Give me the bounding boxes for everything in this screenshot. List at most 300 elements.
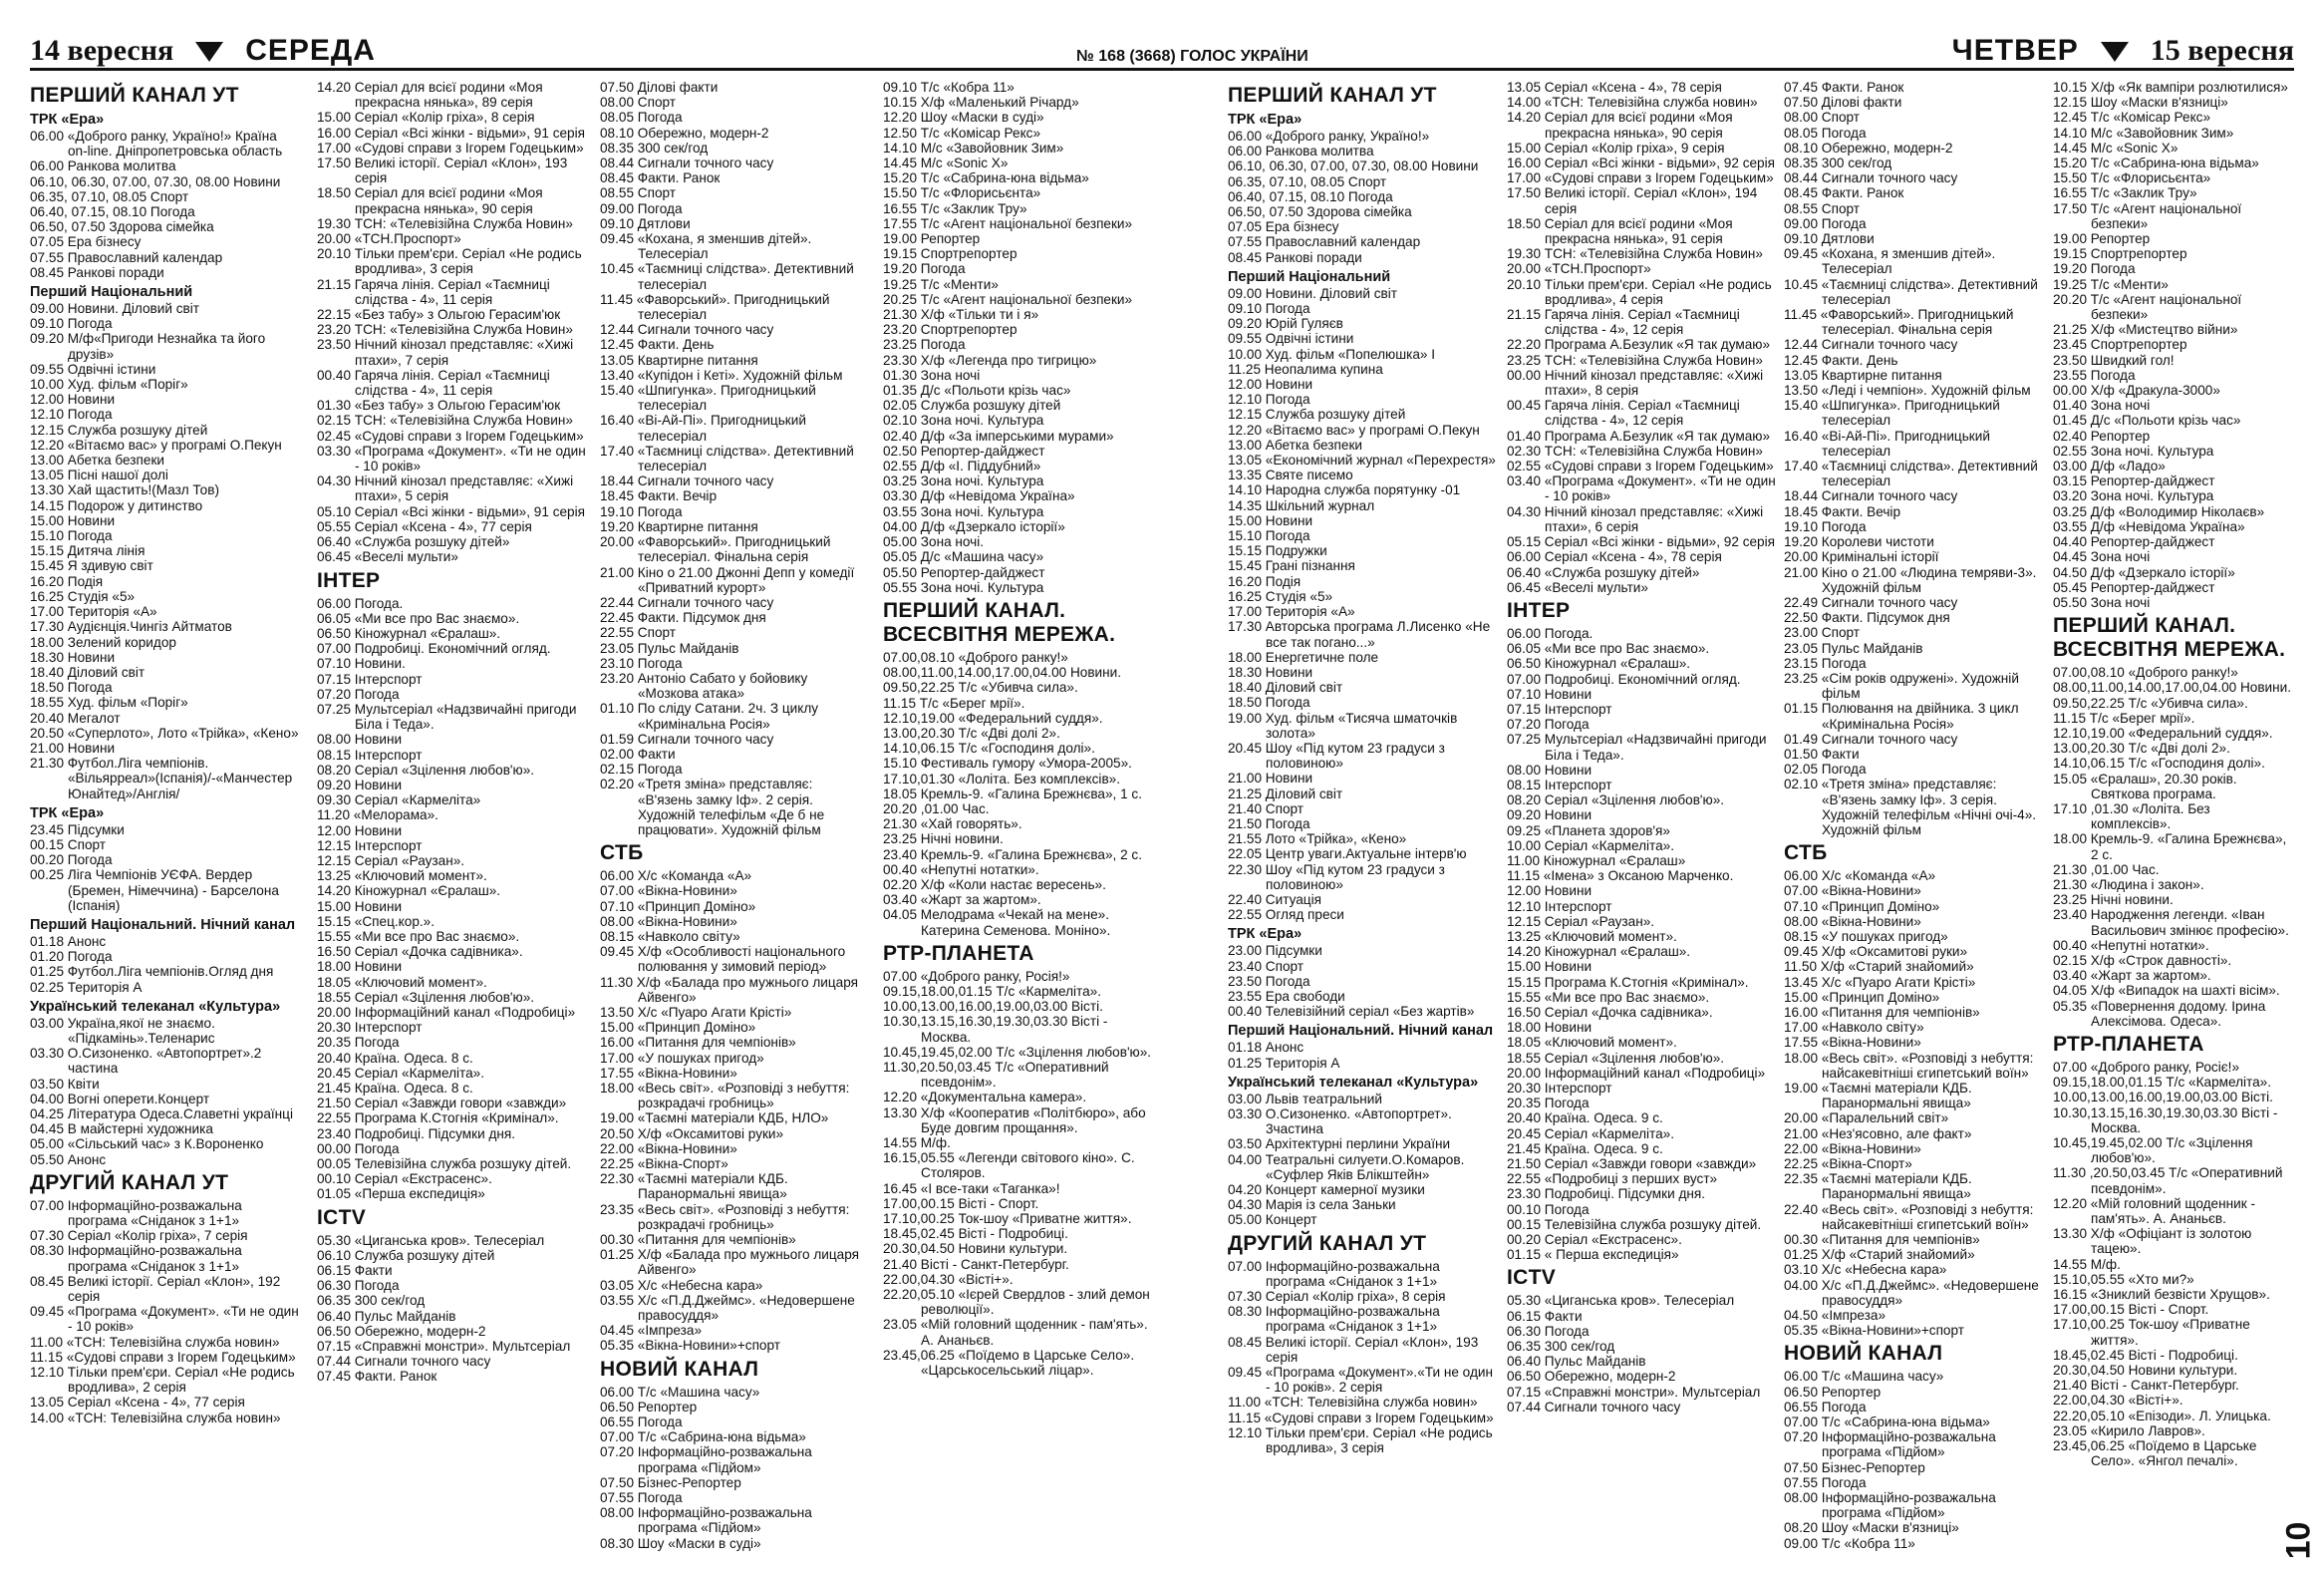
program-listing: 07.05 Ера бізнесу	[30, 234, 142, 250]
program-listing: 06.00 Ранкова молитва	[1228, 144, 1374, 159]
program-listing: 09.00 Погода	[1784, 215, 1867, 231]
program-listing: 06.00 Серіал «Ксена - 4», 78 серія	[1507, 549, 1722, 565]
program-listing: 18.55 Серіал «Зцілення любов'ю».	[1507, 1050, 1725, 1066]
program-listing: 20.00 Інформаційний канал «Подробиці»	[1507, 1065, 1766, 1081]
program-listing: 07.25 Мультсеріал «Надзвичайні пригоди Біла і Теда».	[317, 701, 577, 733]
program-listing: 12.15 Служба розшуку дітей	[30, 422, 208, 438]
program-listing: 00.30 «Питання для чемпіонів»	[600, 1232, 796, 1248]
program-listing: 02.40 Репортер	[2053, 428, 2151, 444]
program-listing: 12.15 Серіал «Раузан».	[1507, 913, 1655, 929]
program-listing: 19.00 «Таємні матеріали КДБ. Паранормальні явища»	[1784, 1081, 1972, 1111]
program-listing: 00.00 Х/ф «Дракула-3000»	[2053, 383, 2220, 399]
program-listing: 05.30 «Циганська кров». Телесеріал	[317, 1232, 545, 1248]
program-listing: 13.00 Абетка безпеки	[1228, 437, 1363, 453]
program-listing: 06.45 «Веселі мульти»	[1507, 579, 1648, 595]
program-listing: 00.00 Нічний кінозал представляє: «Хижі птахи», 8 серія	[1507, 367, 1764, 399]
program-listing: 05.35 «Вікна-Новини»+спорт	[1784, 1323, 1964, 1339]
channel-subheading: Перший Національний	[30, 284, 193, 301]
program-listing: 12.45 Факти. День	[600, 337, 715, 353]
program-listing: 15.40 «Шпигунка». Пригодницький телесеріал	[1784, 398, 2000, 429]
program-listing: 20.40 Мегалот	[30, 710, 121, 726]
program-listing: 05.45 Репортер-дайджест	[2053, 579, 2215, 595]
program-listing: 02.15 Погода	[600, 762, 683, 778]
program-listing: 11.20 «Мелорама».	[317, 807, 438, 823]
program-listing: 02.45 «Судові справи з Ігорем Годецьким»	[317, 428, 584, 444]
program-listing: 10.45 «Таємниці слідства». Детективний телесеріал	[600, 261, 854, 292]
program-listing: 01.10 По сліду Сатани. 2ч. З циклу «Кримінальна Росія»	[600, 701, 819, 732]
program-listing: 11.15 «Судові справи з Ігорем Годецьким»	[1228, 1410, 1494, 1425]
program-listing: 21.00 Кіно о 21.00 Джонні Депп у комедії «Приватний курорт»	[600, 564, 855, 595]
program-listing: 17.00,00.15 Вісті - Спорт.	[883, 1195, 1039, 1211]
program-listing: 06.00 Х/с «Команда «А»	[1784, 868, 1936, 884]
program-listing: 03.55 Зона ночі. Культура	[883, 503, 1044, 519]
program-listing: 06.05 «Ми все про Вас знаємо».	[317, 610, 520, 626]
program-listing: 06.50 Обережно, модерн-2	[317, 1323, 486, 1339]
program-listing: 02.55 «Судові справи з Ігорем Годецьким»	[1507, 459, 1774, 474]
program-listing: 18.45 Факти. Вечір	[600, 488, 718, 504]
program-listing: 03.30 О.Сизоненко. «Автопортрет». 3частина	[1228, 1105, 1452, 1137]
program-listing: 12.10 Тільки прем'єри. Серіал «Не родись вродлива», 2 серія	[30, 1365, 295, 1396]
program-listing: 06.50 Обережно, модерн-2	[1507, 1369, 1676, 1385]
program-listing: 07.55 Погода	[1784, 1474, 1867, 1490]
program-listing: 01.49 Сигнали точного часу	[1784, 731, 1958, 747]
program-listing: 04.30 Марія із села Заньки	[1228, 1197, 1396, 1213]
program-listing: 22.55 Спорт	[600, 625, 677, 641]
program-listing: 15.45 Грані пізнання	[1228, 558, 1355, 574]
program-listing: 23.05 Пульс Майданів	[600, 640, 739, 656]
program-listing: 12.10 Тільки прем'єри. Серіал «Не родись вродлива», 3 серія	[1228, 1424, 1493, 1456]
program-listing: 17.30 Аудієнція.Чингіз Айтматов	[30, 619, 232, 635]
program-listing: 02.20 «Третя зміна» представляє: «В'язень замку Іф». 2 серія. Художній телефільм «Де б не працювати». Художній фільм	[600, 777, 825, 837]
program-listing: 16.00 Серіал «Всі жінки - відьми», 92 серія	[1507, 156, 1775, 171]
program-listing: 18.50 Погода	[30, 680, 113, 696]
program-listing: 10.45,19.45,02.00 Т/с «Зцілення любов'ю».	[2053, 1135, 2253, 1166]
channel-heading: НОВИЙ КАНАЛ	[600, 1357, 759, 1381]
program-listing: 16.55 Т/с «Заклик Тру»	[2053, 185, 2197, 201]
program-listing: 17.10,01.30 «Лоліта. Без комплексів».	[883, 771, 1120, 786]
program-listing: 07.00 Інформаційно-розважальна програма «Сніданок з 1+1»	[30, 1197, 242, 1228]
program-listing: 21.00 Новини	[1228, 771, 1313, 786]
program-listing: 05.35 «Вікна-Новини»+спорт	[600, 1338, 780, 1354]
program-listing: 18.45,02.45 Вісті - Подробиці.	[883, 1226, 1068, 1242]
program-listing: 17.00 «Судові справи з Ігорем Годецьким»	[1507, 170, 1774, 186]
program-listing: 01.18 Анонс	[1228, 1040, 1305, 1056]
program-listing: 06.50 Кіножурнал «Єралаш».	[1507, 656, 1691, 672]
channel-heading: ПЕРШИЙ КАНАЛ. ВСЕСВІТНЯ МЕРЕЖА.	[883, 598, 1116, 646]
program-listing: 02.15 Х/ф «Строк давності».	[2053, 952, 2232, 968]
program-listing: 08.00 Новини	[1507, 762, 1593, 778]
program-listing: 02.05 Служба розшуку дітей	[883, 398, 1061, 414]
program-listing: 07.44 Сигнали точного часу	[317, 1354, 491, 1370]
program-listing: 00.05 Телевізійна служба розшуку дітей.	[317, 1156, 572, 1172]
program-listing: 18.40 Діловий світ	[1228, 680, 1343, 696]
program-listing: 08.00,11.00,14.00,17.00,04.00 Новини.	[2053, 680, 2292, 696]
program-listing: 04.50 «Імпреза»	[1784, 1308, 1887, 1324]
program-listing: 18.00 «Весь світ». «Розповіді з небуття: найсакевітніші єгипетський воїн»	[1784, 1050, 2034, 1081]
program-listing: 03.10 Х/с «Небесна кара»	[1784, 1262, 1947, 1278]
program-listing: 21.30 Футбол.Ліга чемпіонів. «Вільярреал»(Іспанія)/-«Манчестер Юнайтед»/Англія/	[30, 756, 293, 801]
program-listing: 08.10 Обережно, модерн-2	[600, 125, 769, 141]
program-listing: 21.25 Діловий світ	[1228, 785, 1343, 801]
program-listing: 13.00,20.30 Т/с «Дві долі 2».	[883, 725, 1060, 741]
program-listing: 12.20 «Вітаємо вас» у програмі О.Пекун	[30, 437, 282, 453]
program-listing: 01.45 Д/с «Польоти крізь час»	[2053, 413, 2241, 429]
program-listing: 07.00 «Вікна-Новини»	[1784, 883, 1921, 899]
program-listing: 21.30 ,01.00 Час.	[2053, 861, 2160, 877]
program-listing: 04.00 Д/ф «Дзеркало історії»	[883, 518, 1065, 534]
masthead	[30, 30, 2294, 71]
program-listing: 06.15 Факти	[1507, 1308, 1583, 1324]
program-listing: 13.35 Святе писемо	[1228, 468, 1353, 483]
program-listing: 16.50 Серіал «Дочка садівника».	[1507, 1004, 1713, 1020]
program-listing: 07.30 Серіал «Колір гріха», 8 серія	[1228, 1289, 1446, 1305]
program-listing: 07.20 Погода	[1507, 717, 1590, 733]
program-listing: 07.15 «Справжні монстри». Мультсеріал	[317, 1339, 571, 1355]
program-listing: 19.10 Погода	[600, 503, 683, 519]
program-listing: 09.45 «Кохана, я зменшив дітей». Телесеріал	[1784, 246, 1996, 277]
program-listing: 04.05 Х/ф «Випадок на шахті вісім».	[2053, 983, 2280, 999]
program-listing: 07.20 Інформаційно-розважальна програма «Підйом»	[1784, 1429, 1996, 1460]
program-listing: 08.44 Сигнали точного часу	[1784, 170, 1958, 186]
program-listing: 11.45 «Фаворський». Пригодницький телесеріал. Фінальна серія	[1784, 307, 2014, 338]
program-listing: 20.45 Серіал «Кармеліта».	[1507, 1125, 1674, 1141]
program-listing: 01.40 Програма А.Безулик «Я так думаю»	[1507, 428, 1771, 444]
program-listing: 09.15,18.00,01.15 Т/с «Кармеліта».	[883, 983, 1102, 999]
program-listing: 20.50 Х/ф «Оксамитові руки»	[600, 1125, 784, 1141]
program-listing: 07.10 Новини.	[317, 656, 406, 672]
program-listing: 23.05 «Кирило Лавров».	[2053, 1422, 2205, 1438]
column-4	[883, 80, 1152, 1555]
program-listing: 19.00 Худ. фільм «Тисяча шматочків золота»	[1228, 710, 1458, 741]
program-listing: 23.45,06.25 «Поїдемо в Царське Село». «Янгол печалі».	[2053, 1438, 2257, 1469]
program-listing: 16.50 Серіал «Дочка садівника».	[317, 944, 523, 960]
program-listing: 17.50 Великі історії. Серіал «Клон», 193 серія	[317, 156, 568, 186]
program-listing: 15.20 Т/с «Сабрина-юна відьма»	[883, 170, 1089, 186]
program-listing: 19.10 Погода	[1784, 518, 1867, 534]
program-listing: 22.20,05.10 «Ієрей Свердлов - злий демон революції».	[883, 1287, 1150, 1318]
program-listing: 08.20 Серіал «Зцілення любов'ю».	[317, 762, 535, 778]
program-listing: 14.20 Серіал для всієї родини «Моя прекрасна нянька», 90 серія	[1507, 110, 1733, 141]
program-listing: 06.50 Кіножурнал «Єралаш».	[317, 625, 501, 641]
channel-heading: СТБ	[600, 841, 644, 865]
channel-heading: РТР-ПЛАНЕТА	[2053, 1032, 2204, 1056]
program-listing: 08.20 Шоу «Маски в'язниці»	[1784, 1520, 1959, 1536]
program-listing: 05.55 Зона ночі. Культура	[883, 579, 1044, 595]
channel-heading: СТБ	[1784, 841, 1828, 865]
program-listing: 09.10 Дятлови	[600, 215, 691, 231]
program-listing: 13.50 «Леді і чемпіон». Художній фільм	[1784, 383, 2031, 399]
program-listing: 08.35 300 сек/год	[1784, 156, 1892, 171]
program-listing: 15.55 «Ми все про Вас знаємо».	[1507, 989, 1710, 1005]
program-listing: 17.00 Територія «А»	[1228, 604, 1355, 620]
program-listing: 07.00 Інформаційно-розважальна програма «Сніданок з 1+1»	[1228, 1258, 1440, 1289]
program-listing: 03.25 Зона ночі. Культура	[883, 473, 1044, 489]
program-listing: 09.15,18.00,01.15 Т/с «Кармеліта».	[2053, 1075, 2272, 1091]
program-listing: 10.15 Х/ф «Як вампіри розлютилися»	[2053, 80, 2288, 95]
program-listing: 08.44 Сигнали точного часу	[600, 156, 774, 171]
program-listing: 23.00 Підсумки	[1228, 943, 1322, 959]
program-listing: 23.55 Ера свободи	[1228, 988, 1345, 1004]
program-listing: 02.50 Репортер-дайджест	[883, 443, 1045, 459]
program-listing: 20.30 Інтерспорт	[1507, 1081, 1612, 1096]
program-listing: 09.00 Новини. Діловий світ	[30, 301, 199, 317]
program-listing: 03.05 Х/с «Небесна кара»	[600, 1277, 763, 1293]
program-listing: 21.55 Лото «Трійка», «Кено»	[1228, 831, 1407, 847]
program-listing: 23.50 Нічний кінозал представляє: «Хижі птахи», 7 серія	[317, 337, 574, 368]
program-listing: 21.30 «Хай говорять».	[883, 816, 1022, 832]
program-listing: 06.35 300 сек/год	[1507, 1339, 1615, 1355]
program-listing: 23.50 Швидкий гол!	[2053, 352, 2175, 368]
program-listing: 05.00 Зона ночі.	[883, 534, 985, 550]
program-listing: 17.50 Великі історії. Серіал «Клон», 194 серія	[1507, 185, 1758, 216]
program-listing: 03.30 «Програма «Документ». «Ти не один - 10 років»	[317, 443, 586, 474]
program-listing: 13.30 Х/ф «Офіціант із золотою тацею».	[2053, 1226, 2252, 1257]
program-listing: 09.00 Т/с «Кобра 11»	[1784, 1535, 1915, 1551]
program-listing: 02.40 Д/ф «За імперськими мурами»	[883, 428, 1114, 444]
program-listing: 06.50, 07.50 Здорова сімейка	[30, 219, 214, 235]
program-listing: 11.15 Т/с «Берег мрії».	[883, 695, 1025, 711]
program-listing: 20.45 Шоу «Під кутом 23 градуси з половиною»	[1228, 740, 1445, 772]
program-listing: 08.30 Шоу «Маски в суді»	[600, 1535, 761, 1551]
program-listing: 08.00 «Вікна-Новини»	[600, 913, 737, 929]
program-listing: 20.20 ,01.00 Час.	[883, 800, 990, 816]
program-listing: 20.45 Серіал «Кармеліта».	[317, 1065, 484, 1081]
channel-subheading: ТРК «Ера»	[30, 804, 105, 821]
program-listing: 17.00,00.15 Вісті - Спорт.	[2053, 1302, 2209, 1318]
program-listing: 12.20 «Вітаємо вас» у програмі О.Пекун	[1228, 422, 1480, 438]
program-listing: 16.00 Серіал «Всі жінки - відьми», 91 серія	[317, 125, 585, 141]
program-listing: 08.10 Обережно, модерн-2	[1784, 140, 1953, 156]
program-listing: 09.45 «Програма «Документ».«Ти не один - 10 років». 2 серія	[1228, 1365, 1493, 1396]
program-listing: 09.45 Х/ф «Оксамитові руки»	[1784, 944, 1968, 960]
program-listing: 17.50 Т/с «Агент національної безпеки»	[2053, 200, 2242, 231]
program-listing: 03.55 Х/с «П.Д.Джеймс». «Недовершене правосуддя»	[600, 1292, 855, 1324]
program-listing: 06.00 Погода.	[1507, 625, 1594, 641]
program-listing: 05.35 «Повернення додому. Ірина Алексімова. Одеса».	[2053, 998, 2266, 1029]
program-listing: 16.25 Студія «5»	[1228, 588, 1333, 604]
program-listing: 15.15 «Спец.кор.».	[317, 913, 435, 929]
channel-subheading: Український телеканал «Культура»	[1228, 1074, 1479, 1091]
program-listing: 07.00 Т/с «Сабрина-юна відьма»	[1784, 1414, 1990, 1430]
program-listing: 08.05 Погода	[1784, 125, 1867, 141]
channel-heading: ICTV	[1507, 1266, 1557, 1290]
program-listing: 11.15 «Імена» з Оксаною Марченко.	[1507, 868, 1734, 884]
column-8	[2053, 80, 2292, 1555]
channel-subheading: ТРК «Ера»	[1228, 926, 1303, 943]
program-listing: 20.35 Погода	[317, 1035, 400, 1051]
program-listing: 12.10 Інтерспорт	[1507, 898, 1612, 914]
program-listing: 01.18 Анонс	[30, 933, 107, 949]
program-listing: 06.40 Пульс Майданів	[317, 1308, 456, 1324]
program-listing: 15.10 Погода	[30, 528, 113, 544]
program-listing: 15.50 Т/с «Флорисьєнта»	[883, 185, 1041, 201]
program-listing: 16.55 Т/с «Заклик Тру»	[883, 200, 1027, 216]
program-listing: 21.15 Гаряча лінія. Серіал «Таємниці слідства - 4», 12 серія	[1507, 307, 1740, 338]
program-listing: 23.00 Спорт	[1784, 625, 1861, 641]
program-listing: 13.25 «Ключовий момент».	[317, 868, 487, 884]
program-listing: 23.20 Антоніо Сабато у бойовику «Мозкова атака»	[600, 670, 808, 702]
channel-heading: РТР-ПЛАНЕТА	[883, 941, 1034, 965]
column-3	[600, 80, 869, 1555]
program-listing: 14.10,06.15 Т/с «Господиня долі».	[2053, 756, 2265, 772]
program-listing: 08.15 «У пошуках пригод»	[1784, 928, 1948, 944]
program-listing: 22.55 Огляд преси	[1228, 907, 1344, 923]
program-listing: 05.50 Анонс	[30, 1151, 107, 1167]
program-listing: 07.15 «Справжні монстри». Мультсеріал	[1507, 1384, 1761, 1400]
column-7	[1784, 80, 2053, 1555]
program-listing: 21.40 Вісті - Санкт-Петербург.	[883, 1256, 1069, 1272]
program-listing: 00.20 Погода	[30, 852, 113, 868]
program-listing: 07.20 Інформаційно-розважальна програма «Підйом»	[600, 1444, 812, 1475]
program-listing: 23.25 «Сім років одружені». Художній фільм	[1784, 670, 2019, 702]
program-listing: 01.35 Д/с «Польоти крізь час»	[883, 383, 1071, 399]
program-listing: 08.00 Спорт	[600, 95, 677, 111]
program-listing: 01.25 Х/ф «Балада про мужнього лицаря Айвенго»	[600, 1247, 859, 1278]
program-listing: 15.00 Серіал «Колір гріха», 8 серія	[317, 110, 535, 126]
program-listing: 22.35 «Таємні матеріали КДБ. Паранормальні явища»	[1784, 1171, 1972, 1202]
program-listing: 01.30 «Без табу» з Ольгою Герасим'юк	[317, 398, 561, 414]
program-listing: 06.00 Т/с «Машина часу»	[1784, 1369, 1944, 1385]
program-listing: 22.55 Програма К.Стогнія «Кримінал».	[317, 1110, 559, 1126]
program-listing: 06.55 Погода	[600, 1414, 683, 1430]
program-listing: 09.55 Одвічні істини	[1228, 331, 1354, 347]
program-listing: 08.35 300 сек/год	[600, 140, 709, 156]
program-listing: 06.00 Погода.	[317, 595, 404, 611]
program-listing: 03.50 Квіти	[30, 1076, 100, 1092]
program-listing: 09.50,22.25 Т/с «Убивча сила».	[883, 680, 1078, 696]
program-listing: 04.30 Нічний кінозал представляє: «Хижі птахи», 5 серія	[317, 473, 574, 504]
program-listing: 10.00,13.00,16.00,19.00,03.00 Вісті.	[2053, 1090, 2273, 1105]
program-listing: 07.55 Православний календар	[1228, 234, 1421, 250]
program-listing: 22.05 Центр уваги.Актуальне інтерв'ю	[1228, 846, 1467, 862]
program-listing: 01.25 Територія А	[1228, 1055, 1340, 1071]
program-listing: 22.00,04.30 «Вісті+».	[883, 1271, 1014, 1287]
program-listing: 23.15 Погода	[1784, 655, 1867, 671]
program-listing: 09.50,22.25 Т/с «Убивча сила».	[2053, 695, 2248, 711]
program-listing: 22.25 «Вікна-Спорт»	[600, 1156, 728, 1172]
program-listing: 15.00 Новини	[317, 898, 403, 914]
program-listing: 22.20 Програма А.Безулик «Я так думаю»	[1507, 337, 1771, 353]
program-listing: 17.10,00.25 Ток-шоу «Приватне життя».	[883, 1211, 1132, 1227]
program-listing: 15.15 Подружки	[1228, 543, 1327, 559]
program-listing: 07.00,08.10 «Доброго ранку!»	[883, 649, 1068, 665]
program-listing: 06.40 «Служба розшуку дітей»	[1507, 564, 1700, 580]
program-listing: 22.49 Сигнали точного часу	[1784, 594, 1958, 610]
program-listing: 22.00 «Вікна-Новини»	[1784, 1140, 1921, 1156]
program-listing: 13.05 «Економічний журнал «Перехрестя»	[1228, 453, 1496, 469]
program-listing: 19.20 Квартирне питання	[600, 518, 758, 534]
program-listing: 10.45 «Таємниці слідства». Детективний телесеріал	[1784, 276, 2038, 307]
program-listing: 01.25 Х/ф «Старий знайомий»	[1784, 1247, 1975, 1263]
channel-heading: ПЕРШИЙ КАНАЛ УТ	[30, 84, 239, 107]
program-listing: 14.10 Народна служба порятунку -01	[1228, 482, 1461, 498]
program-listing: 02.10 Зона ночі. Культура	[883, 413, 1044, 429]
program-listing: 13.30 Хай щастить!(Мазл Тов)	[30, 482, 219, 498]
program-listing: 14.10 М/с «Завойовник Зим»	[2053, 125, 2234, 141]
program-listing: 04.40 Репортер-дайджест	[2053, 534, 2215, 550]
program-listing: 09.45 «Програма «Документ». «Ти не один - 10 років»	[30, 1304, 299, 1335]
program-listing: 04.00 Х/с «П.Д.Джеймс». «Недовершене правосуддя»	[1784, 1277, 2039, 1308]
channel-subheading: Перший Національний. Нічний канал	[30, 916, 296, 933]
program-listing: 21.45 Країна. Одеса. 8 с.	[317, 1081, 473, 1096]
program-listing: 19.20 Погода	[2053, 261, 2136, 277]
program-listing: 13.05 Квартирне питання	[1784, 367, 1942, 383]
program-listing: 00.15 Телевізійна служба розшуку дітей.	[1507, 1216, 1762, 1232]
program-listing: 03.15 Репортер-дайджест	[2053, 473, 2215, 489]
program-listing: 09.25 «Планета здоров'я»	[1507, 822, 1670, 838]
program-listing: 15.40 «Шпигунка». Пригодницький телесеріал	[600, 383, 816, 414]
program-listing: 20.30,04.50 Новини культури.	[883, 1241, 1068, 1257]
program-listing: 04.00 Вогні оперети.Концерт	[30, 1091, 210, 1106]
program-listing: 06.30 Погода	[317, 1278, 400, 1294]
program-listing: 12.00 Новини	[1507, 883, 1593, 899]
program-listing: 08.00 Спорт	[1784, 110, 1861, 126]
program-listing: 06.10 Служба розшуку дітей	[317, 1247, 495, 1263]
program-listing: 16.00 «Питання для чемпіонів»	[1784, 1004, 1980, 1020]
program-listing: 22.00 «Вікна-Новини»	[600, 1140, 737, 1156]
program-listing: 23.05 «Мій головний щоденник - пам'ять». А. Ананьєв.	[883, 1317, 1148, 1348]
program-listing: 07.05 Ера бізнесу	[1228, 219, 1339, 235]
program-listing: 02.20 Х/ф «Коли настає вересень».	[883, 876, 1106, 892]
program-listing: 12.45 Т/с «Комісар Рекс»	[2053, 110, 2211, 126]
program-listing: 03.30 О.Сизоненко. «Автопортрет».2 частина	[30, 1046, 262, 1077]
column-1	[30, 80, 299, 1555]
program-listing: 21.50 Серіал «Завжди говори «завжди»	[317, 1096, 567, 1111]
program-listing: 19.00 «Таємні матеріали КДБ, НЛО»	[600, 1110, 829, 1126]
program-listing: 07.44 Сигнали точного часу	[1507, 1399, 1681, 1414]
program-listing: 03.00 Львів театральний	[1228, 1091, 1382, 1106]
program-listing: 01.40 Зона ночі	[2053, 398, 2151, 414]
program-listing: 00.30 «Питання для чемпіонів»	[1784, 1232, 1980, 1248]
program-listing: 21.40 Спорт	[1228, 800, 1305, 816]
program-listing: 17.00 «Судові справи з Ігорем Годецьким»	[317, 140, 584, 156]
program-listing: 21.40 Вісті - Санкт-Петербург.	[2053, 1378, 2239, 1394]
program-listing: 12.15 Інтерспорт	[317, 837, 423, 853]
program-listing: 08.00 Інформаційно-розважальна програма «Підйом»	[1784, 1490, 1996, 1521]
program-listing: 01.15 « Перша експедиція»	[1507, 1247, 1679, 1263]
column-2	[317, 80, 586, 1555]
program-listing: 09.20 Новини	[317, 777, 403, 792]
program-listing: 07.45 Факти. Ранок	[1784, 80, 1904, 95]
program-listing: 00.40 Гаряча лінія. Серіал «Таємниці слідства - 4», 11 серія	[317, 367, 550, 399]
program-listing: 05.15 Серіал «Всі жінки - відьми», 92 серія	[1507, 534, 1775, 550]
program-listing: 03.20 Зона ночі. Культура	[2053, 488, 2214, 504]
program-listing: 02.05 Погода	[1784, 762, 1867, 778]
program-listing: 09.20 М/ф«Пригоди Незнайка та його друзів»	[30, 331, 266, 362]
program-listing: 00.40 «Непутні нотатки».	[883, 861, 1039, 877]
program-listing: 00.40 «Непутні нотатки».	[2053, 937, 2209, 953]
program-listing: 18.00 Енергетичне поле	[1228, 649, 1379, 665]
program-listing: 11.50 Х/ф «Старий знайомий»	[1784, 959, 1974, 975]
program-listing: 21.25 Х/ф «Мистецтво війни»	[2053, 322, 2238, 338]
program-listing: 23.40 Кремль-9. «Галина Брежнєва», 2 с.	[883, 846, 1142, 862]
program-listing: 14.00 «ТСН: Телевізійна служба новин»	[1507, 95, 1758, 111]
program-listing: 05.55 Серіал «Ксена - 4», 77 серія	[317, 518, 532, 534]
program-listing: 08.45 Ранкові поради	[30, 264, 164, 280]
program-listing: 14.55 М/ф.	[883, 1135, 951, 1150]
program-listing: 04.45 Зона ночі	[2053, 549, 2151, 565]
program-listing: 12.15 Служба розшуку дітей	[1228, 407, 1406, 423]
program-listing: 09.10 Дятлови	[1784, 231, 1875, 247]
program-listing: 11.25 Неопалима купина	[1228, 361, 1383, 377]
program-listing: 08.55 Спорт	[600, 185, 677, 201]
program-listing: 04.45 «Імпреза»	[600, 1323, 703, 1339]
program-listing: 06.05 «Ми все про Вас знаємо».	[1507, 641, 1710, 657]
program-listing: 23.30 Подробиці. Підсумки дня.	[1507, 1186, 1706, 1202]
channel-heading: ПЕРШИЙ КАНАЛ. ВСЕСВІТНЯ МЕРЕЖА.	[2053, 614, 2286, 662]
program-listing: 07.00 «Вікна-Новини»	[600, 883, 737, 899]
program-listing: 18.30 Новини	[1228, 664, 1313, 680]
